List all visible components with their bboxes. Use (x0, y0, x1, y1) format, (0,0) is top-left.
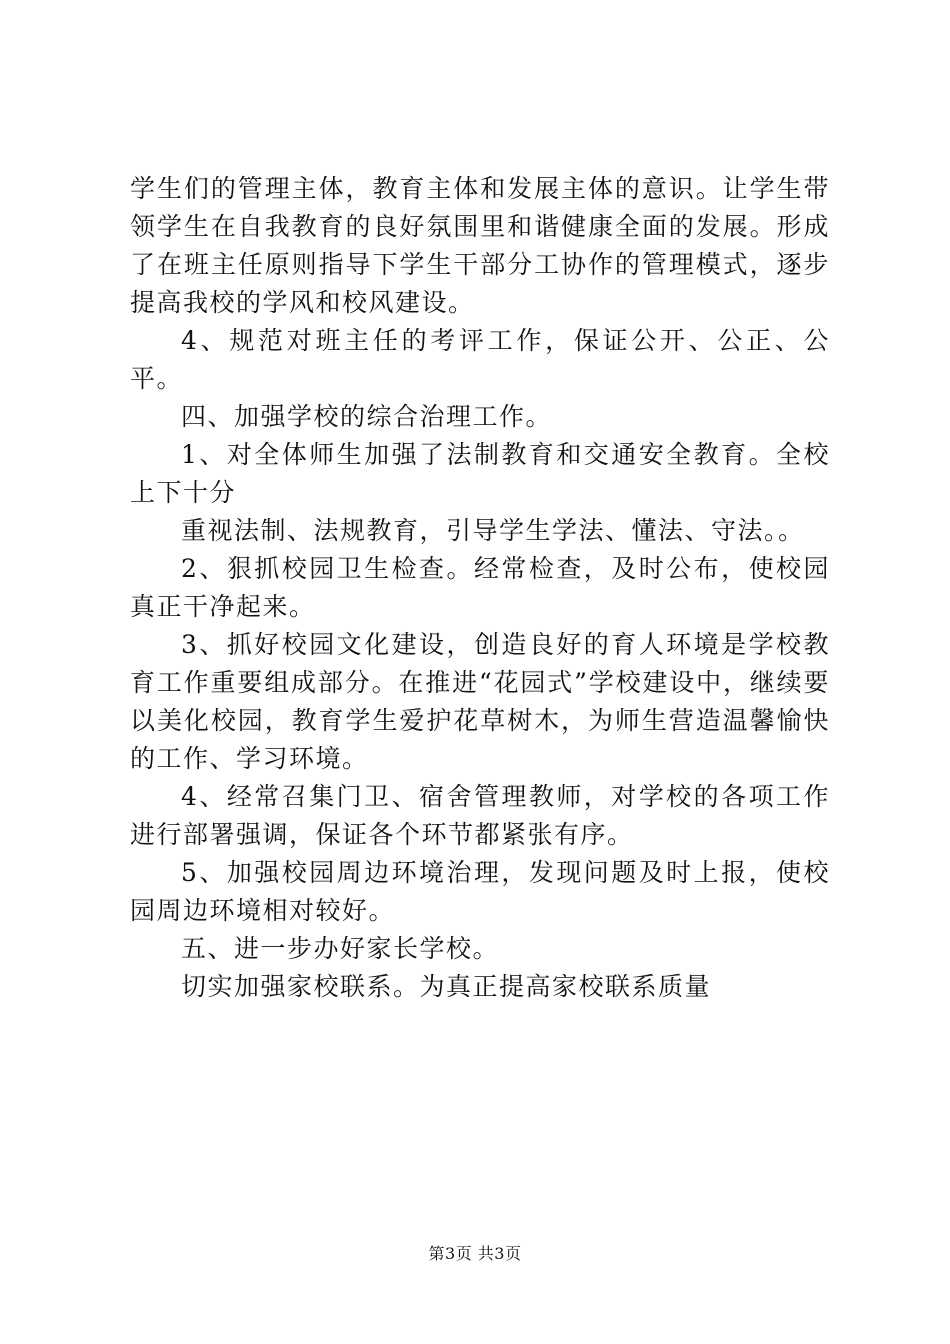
paragraph-item-5-environment: 5、加强校园周边环境治理，发现问题及时上报，使校园周边环境相对较好。 (130, 858, 830, 925)
paragraph-item-1-legal-education: 1、对全体师生加强了法制教育和交通安全教育。全校上下十分 (130, 440, 830, 507)
paragraph-item-2-hygiene: 2、狠抓校园卫生检查。经常检查，及时公布，使校园真正干净起来。 (130, 554, 830, 621)
section-heading-4: 四、加强学校的综合治理工作。 (181, 402, 553, 431)
paragraph-parent-school: 切实加强家校联系。为真正提高家校联系质量 (181, 972, 712, 1001)
document-body (130, 170, 830, 1006)
section-heading-5: 五、进一步办好家长学校。 (181, 934, 500, 963)
paragraph-legal-education-continued: 重视法制、法规教育，引导学生学法、懂法、守法。。 (181, 516, 805, 545)
paragraph-item-4-evaluation: 4、规范对班主任的考评工作，保证公开、公正、公平。 (130, 326, 830, 393)
page-number-footer: 第3页 共3页 (428, 1244, 522, 1263)
paragraph-item-3-culture: 3、抓好校园文化建设，创造良好的育人环境是学校教育工作重要组成部分。在推进“花园式”学校建设中，继续要以美化校园，教育学生爱护花草树木，为师生营造温馨愉快的工作、学习环境。 (130, 630, 830, 773)
paragraph-item-4-staff-meeting: 4、经常召集门卫、宿舍管理教师，对学校的各项工作进行部署强调，保证各个环节都紧张有序。 (130, 782, 830, 849)
paragraph-continuation: 学生们的管理主体，教育主体和发展主体的意识。让学生带领学生在自我教育的良好氛围里和谐健康全面的发展。形成了在班主任原则指导下学生干部分工协作的管理模式，逐步提高我校的学风和校风建设。 (130, 174, 830, 317)
